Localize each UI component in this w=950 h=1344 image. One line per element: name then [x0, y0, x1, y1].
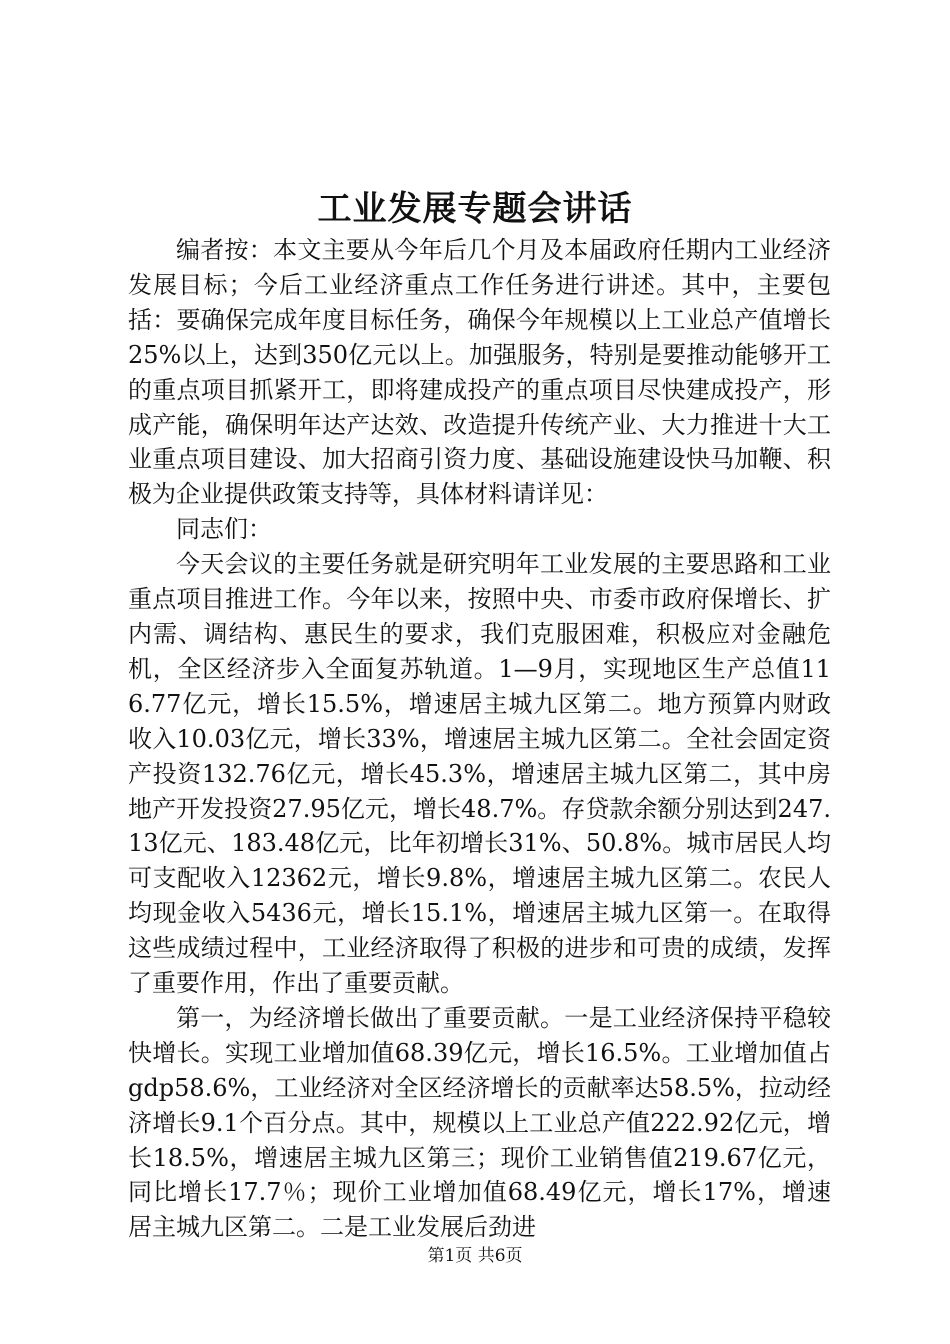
document-body [128, 233, 831, 1245]
editor-note-paragraph: 编者按：本文主要从今年后几个月及本届政府任期内工业经济发展目标；今后工业经济重点工作任务进行讲述。其中，主要包括：要确保完成年度目标任务，确保今年规模以上工业总产值增长25%以上，达到350亿元以上。加强服务，特别是要推动能够开工的重点项目抓紧开工，即将建成投产的重点项目尽快建成投产，形成产能，确保明年达产达效、改造提升传统产业、大力推进十大工业重点项目建设、加大招商引资力度、基础设施建设快马加鞭、积极为企业提供政策支持等，具体材料请详见： [128, 236, 831, 509]
document-title: 工业发展专题会讲话 [317, 189, 633, 229]
first-point-paragraph: 第一，为经济增长做出了重要贡献。一是工业经济保持平稳较快增长。实现工业增加值68.39亿元，增长16.5%。工业增加值占gdp58.6%，工业经济对全区经济增长的贡献率达58.5%，拉动经济增长9.1个百分点。其中，规模以上工业总产值222.92亿元，增长18.5%，增速居主城九区第三；现价工业销售值219.67亿元，同比增长17.7％；现价工业增加值68.49亿元，增长17%，增速居主城九区第二。二是工业发展后劲进 [128, 1003, 831, 1242]
salutation-paragraph: 同志们： [176, 515, 272, 544]
page-footer: 第1页 共6页 [427, 1246, 523, 1266]
economy-overview-paragraph: 今天会议的主要任务就是研究明年工业发展的主要思路和工业重点项目推进工作。今年以来，按照中央、市委市政府保增长、扩内需、调结构、惠民生的要求，我们克服困难，积极应对金融危机，全区经济步入全面复苏轨道。1—9月，实现地区生产总值116.77亿元，增长15.5%，增速居主城九区第二。地方预算内财政收入10.03亿元，增长33%，增速居主城九区第二。全社会固定资产投资132.76亿元，增长45.3%，增速居主城九区第二，其中房地产开发投资27.95亿元，增长48.7%。存贷款余额分别达到247.13亿元、183.48亿元，比年初增长31%、50.8%。城市居民人均可支配收入12362元，增长9.8%，增速居主城九区第二。农民人均现金收入5436元，增长15.1%，增速居主城九区第一。在取得这些成绩过程中，工业经济取得了积极的进步和可贵的成绩，发挥了重要作用，作出了重要贡献。 [128, 550, 831, 998]
